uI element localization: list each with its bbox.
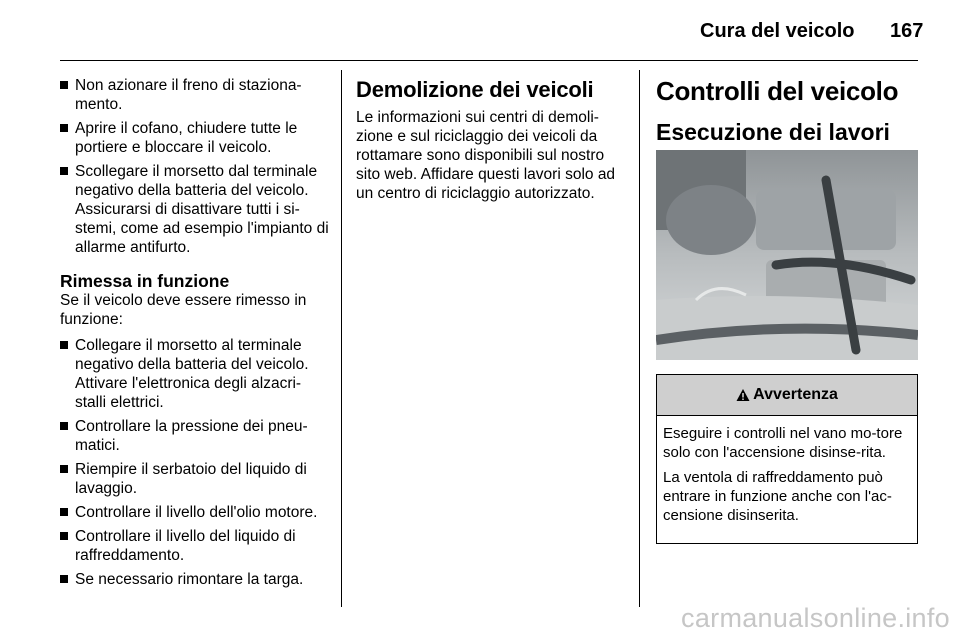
section-subheading: Esecuzione dei lavori xyxy=(656,119,890,145)
section-body: Le informazioni sui centri di demoli-zione e sul riciclaggio dei veicoli da rottamare sono disponibili sul nostro sito web. Affidare questi lavori solo ad un centro di riciclaggio autorizzato. xyxy=(356,109,616,202)
warning-paragraph: La ventola di raffreddamento può entrare in funzione anche con l'ac-censione disinserita. xyxy=(663,469,892,524)
warning-header xyxy=(657,375,917,416)
column-divider xyxy=(341,70,342,607)
warning-paragraph: Eseguire i controlli nel vano mo-tore solo con l'accensione disinse-rita. xyxy=(663,425,903,461)
section-heading: Demolizione dei veicoli xyxy=(356,77,594,102)
warning-body xyxy=(657,416,917,525)
warning-box xyxy=(656,374,918,544)
engine-bay-photo xyxy=(656,150,918,360)
list-item: Scollegare il morsetto dal terminale negativo della batteria del veicolo. Assicurarsi di disattivare tutti i si-stemi, come ad esempio l'impianto di allarme antifurto. xyxy=(60,162,330,257)
list-item: Controllare il livello dell'olio motore. xyxy=(60,503,330,522)
section-heading: Controlli del veicolo xyxy=(656,76,899,106)
list-item: Controllare il livello del liquido di raffreddamento. xyxy=(60,527,330,565)
list-item: Riempire il serbatoio del liquido di lavaggio. xyxy=(60,460,330,498)
recommission-steps-list xyxy=(60,336,330,589)
warning-triangle-icon xyxy=(736,388,750,402)
watermark: carmanualsonline.info xyxy=(681,603,950,633)
list-item: Aprire il cofano, chiudere tutte le portiere e bloccare il veicolo. xyxy=(60,119,330,157)
section-heading: Rimessa in funzione xyxy=(60,271,230,291)
list-item: Se necessario rimontare la targa. xyxy=(60,570,330,589)
page-header-title: Cura del veicolo xyxy=(700,20,855,42)
page-number: 167 xyxy=(890,20,924,42)
warning-title: Avvertenza xyxy=(753,386,838,403)
prep-steps-list xyxy=(60,76,330,257)
middle-column xyxy=(356,76,628,210)
list-item: Controllare la pressione dei pneu-matici. xyxy=(60,417,330,455)
section-intro: Se il veicolo deve essere rimesso in funzione: xyxy=(60,292,307,328)
left-column xyxy=(60,76,330,594)
list-item: Collegare il morsetto al terminale negativo della batteria del veicolo. Attivare l'elettronica degli alzacri-stalli elettrici. xyxy=(60,336,330,412)
list-item: Non azionare il freno di staziona-mento. xyxy=(60,76,330,114)
column-divider xyxy=(639,70,640,607)
header-divider xyxy=(60,60,918,61)
right-column xyxy=(656,76,918,146)
